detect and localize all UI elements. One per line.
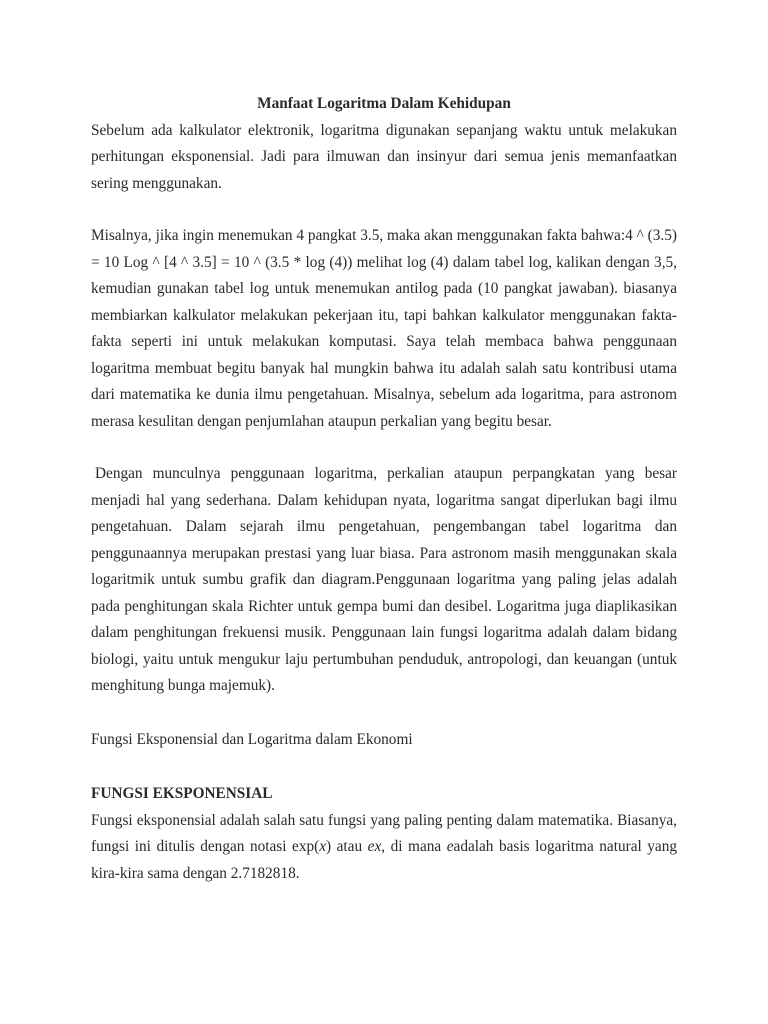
paragraph-example: Misalnya, jika ingin menemukan 4 pangkat 3.5, maka akan menggunakan fakta bahwa:4 ^ (3.5) = 10 Log ^ [4 ^ 3.5] = 10 ^ (3.5 * log (4)) melihat log (4) dalam tabel log, kalikan dengan 3,5, kemudian gunakan tabel log untuk menemukan antilog pada (10 pangkat jawaban). biasanya membiarkan kalkulator melakukan pekerjaan itu, tapi bahkan kalkulator menggunakan fakta-fakta seperti ini untuk melakukan komputasi. Saya telah membaca bahwa penggunaan logaritma membuat begitu banyak hal mungkin bahwa itu adalah salah satu kontribusi utama dari matematika ke dunia ilmu pengetahuan. Misalnya, sebelum ada logaritma, para astronom merasa kesulitan dengan penjumlahan ataupun perkalian yang begitu besar. xyxy=(91,227,677,430)
variable-e: e xyxy=(446,838,454,855)
paragraph-intro: Sebelum ada kalkulator elektronik, logaritma digunakan sepanjang waktu untuk melakukan perhitungan eksponensial. Jadi para ilmuwan dan insinyur dari semua jenis memanfaatkan sering menggunakan. xyxy=(91,121,677,192)
paragraph-text: ) atau xyxy=(326,838,368,855)
section-heading: FUNGSI EKSPONENSIAL xyxy=(91,785,273,802)
paragraph-applications: Dengan munculnya penggunaan logaritma, perkalian ataupun perpangkatan yang besar menjadi hal yang sederhana. Dalam kehidupan nyata, logaritma sangat diperlukan bagi ilmu pengetahuan. Dalam sejarah ilmu pengetahuan, pengembangan tabel logaritma dan penggunaannya merupakan prestasi yang luar biasa. Para astronom masih menggunakan skala logaritmik untuk sumbu grafik dan diagram.Penggunaan logaritma yang paling jelas adalah pada penghitungan skala Richter untuk gempa bumi dan desibel. Logaritma juga diaplikasikan dalam penghitungan frekuensi musik. Penggunaan lain fungsi logaritma adalah dalam bidang biologi, yaitu untuk mengukur laju pertumbuhan penduduk, antropologi, dan keuangan (untuk menghitung bunga majemuk). xyxy=(91,465,677,694)
section-subheading: Fungsi Eksponensial dan Logaritma dalam Ekonomi xyxy=(91,730,413,748)
paragraph-text: adalah basis logaritma natural yang kira-kira sama dengan 2.7182818. xyxy=(91,838,678,882)
document-title: Manfaat Logaritma Dalam Kehidupan xyxy=(257,95,511,112)
paragraph-text: , di mana xyxy=(381,838,447,855)
paragraph-exponential-definition xyxy=(91,808,677,888)
variable-ex: ex xyxy=(367,838,382,855)
document-body xyxy=(91,91,677,887)
variable-x: x xyxy=(319,838,327,855)
paragraph-text: Fungsi eksponensial adalah salah satu fungsi yang paling penting dalam matematika. Biasanya, fungsi ini ditulis dengan notasi exp( xyxy=(91,811,677,855)
